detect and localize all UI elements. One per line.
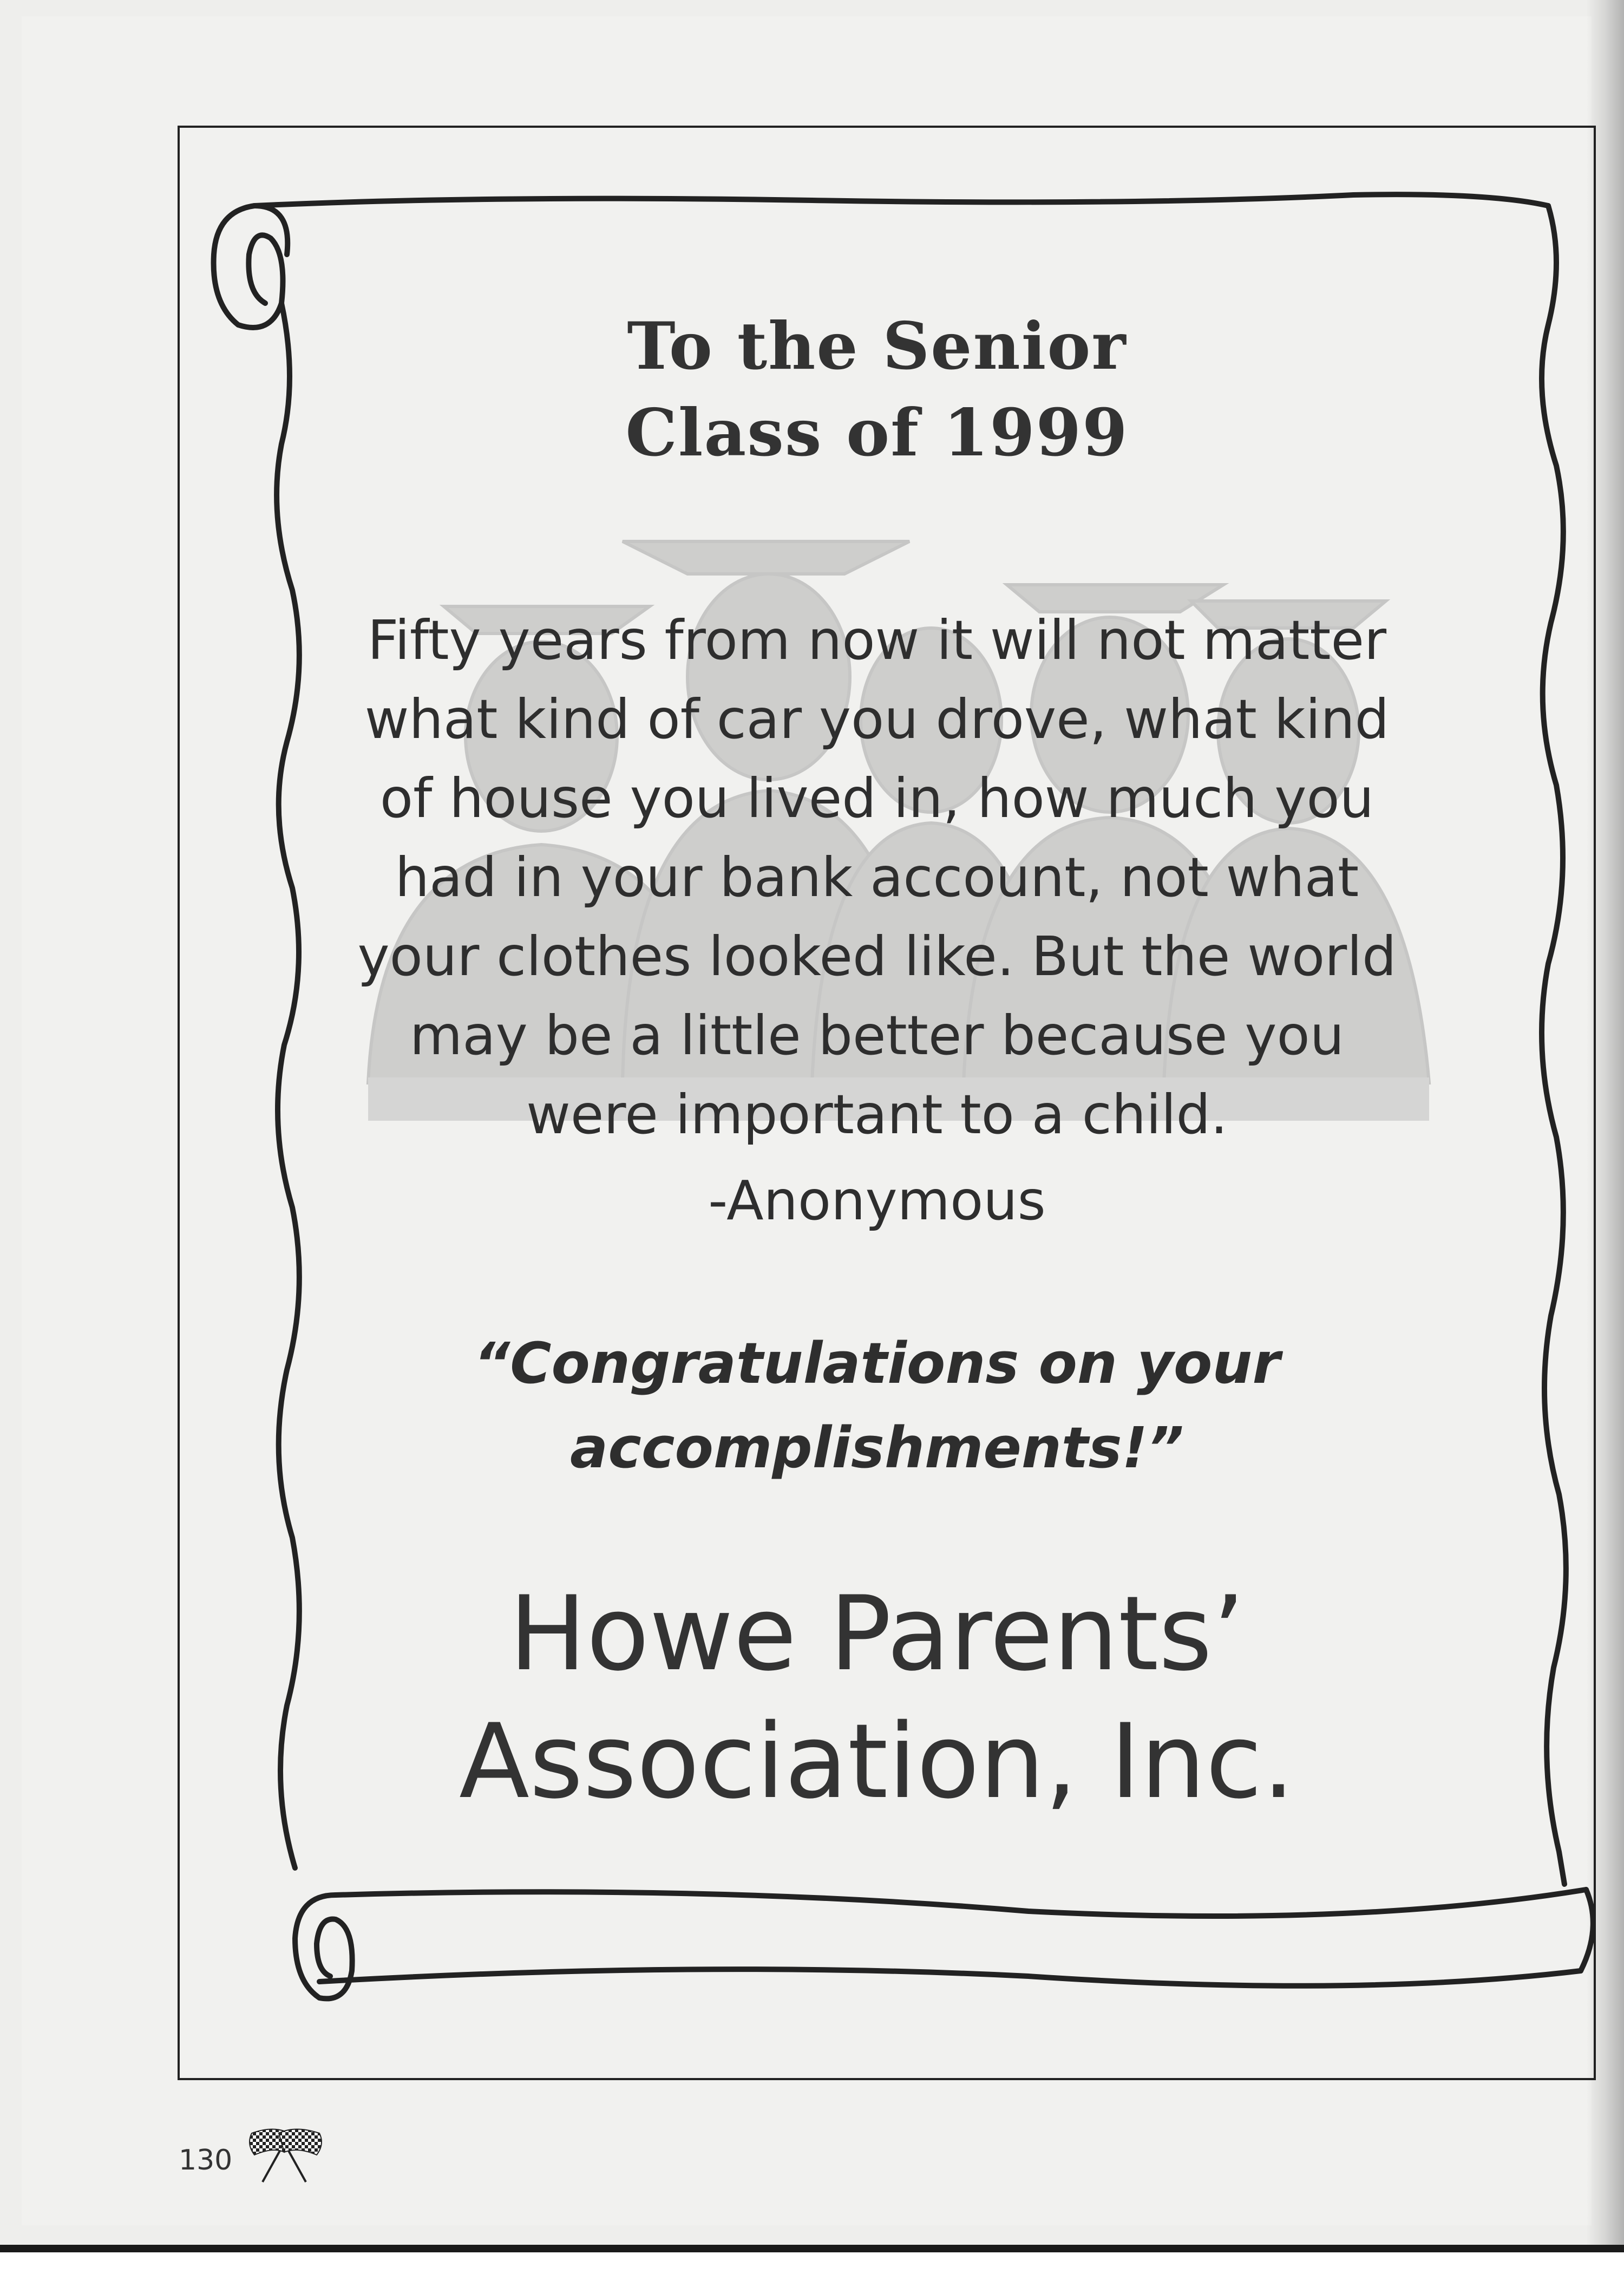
quote-line: Fifty years from now it will not matter <box>367 609 1387 672</box>
quote-author: -Anonymous <box>708 1169 1046 1232</box>
scan-margin <box>0 2252 1624 2274</box>
heading <box>271 303 1483 476</box>
quote-text <box>271 601 1483 1154</box>
sponsor-line-2: Association, Inc. <box>459 1702 1295 1821</box>
quote-line: were important to a child. <box>526 1083 1228 1146</box>
checkered-flags-icon <box>230 2122 338 2187</box>
page-number: 130 <box>179 2144 233 2177</box>
quote-line: of house you lived in, how much you <box>379 767 1374 830</box>
sponsor-name <box>271 1570 1483 1826</box>
page-gutter-shadow <box>1586 0 1624 2274</box>
quote-line: had in your bank account, not what <box>395 846 1359 909</box>
quote-line: your clothes looked like. But the world <box>357 925 1397 988</box>
heading-line-2: Class of 1999 <box>625 395 1129 471</box>
congratulations-message <box>271 1321 1483 1490</box>
quote-line: what kind of car you drove, what kind <box>364 688 1390 751</box>
sponsor-line-1: Howe Parents’ <box>509 1574 1245 1694</box>
congrats-line-1: “Congratulations on your <box>474 1330 1280 1396</box>
page-bottom-edge <box>0 2245 1624 2252</box>
heading-line-1: To the Senior <box>627 308 1127 384</box>
congrats-line-2: accomplishments!” <box>570 1415 1184 1481</box>
quote-line: may be a little better because you <box>409 1004 1345 1067</box>
